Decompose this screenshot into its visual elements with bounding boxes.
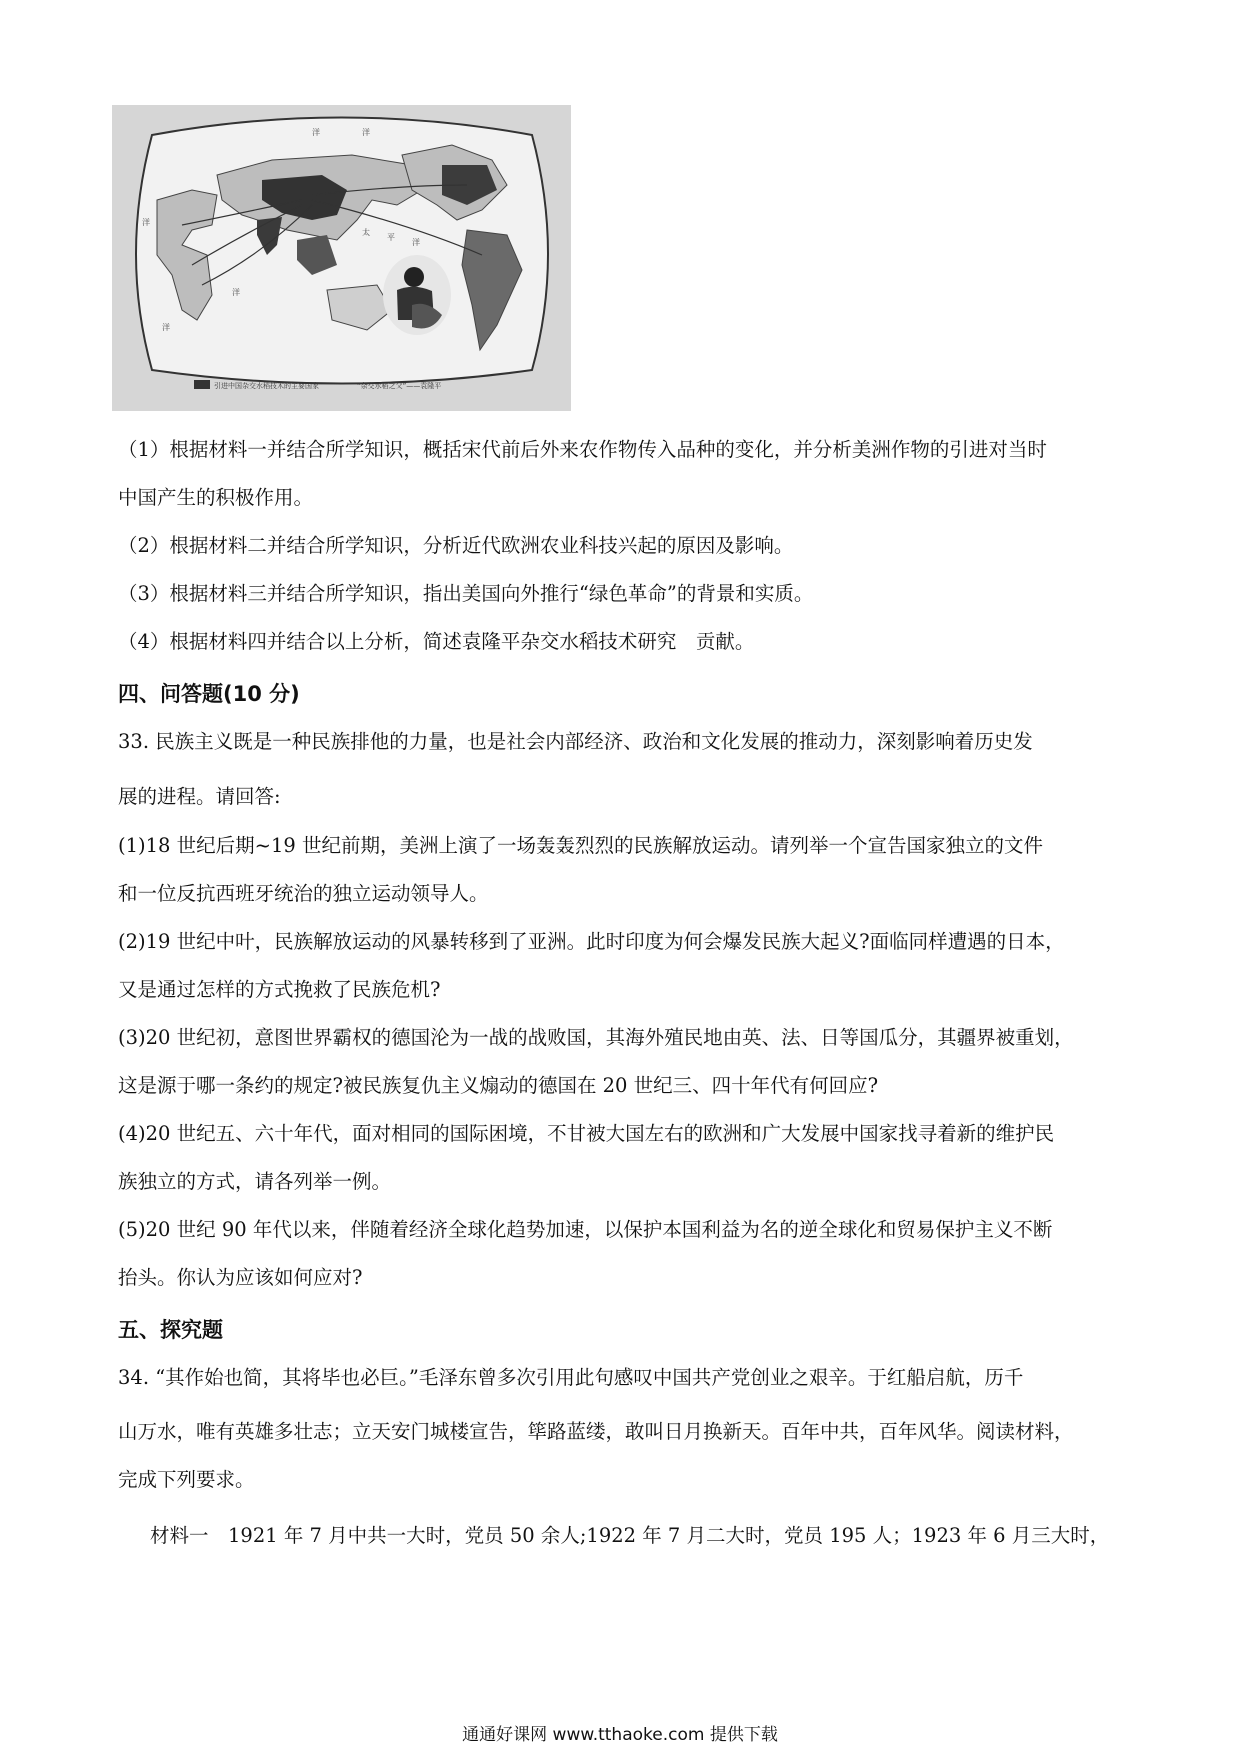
legend-label: 引进中国杂交水稻技术的主要国家 — [214, 382, 319, 390]
ocean-label: 洋 — [312, 128, 320, 137]
question-33-part: (1)18 世纪后期~19 世纪前期，美洲上演了一场轰轰烈烈的民族解放运动。请列举一个宣告国家独立的文件 — [118, 834, 1043, 857]
question-33-part: (2)19 世纪中叶，民族解放运动的风暴转移到了亚洲。此时印度为何会爆发民族大起义?面临同样遭遇的日本， — [118, 930, 1065, 953]
question-33-part: 和一位反抗西班牙统治的独立运动领导人。 — [118, 882, 489, 905]
question-32-part-4: （4）根据材料四并结合以上分析，简述袁隆平杂交水稻技术研究 贡献。 — [118, 630, 755, 653]
ocean-label: 洋 — [162, 323, 170, 332]
question-33-part: 这是源于哪一条约的规定?被民族复仇主义煽动的德国在 20 世纪三、四十年代有何回应? — [118, 1074, 879, 1097]
section-5-title: 五、探究题 — [118, 1318, 223, 1342]
portrait-photo — [383, 255, 451, 335]
question-32-part-3: （3）根据材料三并结合所学知识，指出美国向外推行“绿色革命”的背景和实质。 — [118, 582, 814, 605]
legend-swatch — [194, 380, 210, 389]
ocean-label: 洋 — [142, 218, 150, 227]
question-32-part-1-cont: 中国产生的积极作用。 — [118, 486, 314, 509]
question-33-part: 族独立的方式，请各列举一例。 — [118, 1170, 392, 1193]
question-32-part-1: （1）根据材料一并结合所学知识，概括宋代前后外来农作物传入品种的变化，并分析美洲作物的引进对当时 — [118, 438, 1047, 461]
ocean-label: 太 — [362, 228, 370, 237]
question-34-intro: 34. “其作始也简，其将毕也必巨。”毛泽东曾多次引用此句感叹中国共产党创业之艰辛。于红船启航，历千 — [118, 1366, 1024, 1389]
question-33-intro: 33. 民族主义既是一种民族排他的力量，也是社会内部经济、政治和文化发展的推动力，深刻影响着历史发 — [118, 730, 1033, 753]
question-33-part: (4)20 世纪五、六十年代，面对相同的国际困境，不甘被大国左右的欧洲和广大发展中国家找寻着新的维护民 — [118, 1122, 1055, 1145]
question-33-part: (5)20 世纪 90 年代以来，伴随着经济全球化趋势加速，以保护本国利益为名的逆全球化和贸易保护主义不断 — [118, 1218, 1053, 1241]
question-33-intro-cont: 展的进程。请回答: — [118, 785, 281, 808]
page-footer: 通通好课网 www.tthaoke.com 提供下载 — [462, 1725, 778, 1745]
ocean-label: 洋 — [362, 128, 370, 137]
world-map-graphic — [112, 105, 571, 411]
ocean-label: 平 — [387, 233, 395, 242]
question-34-intro-cont: 山万水，唯有英雄多壮志；立天安门城楼宣告，筚路蓝缕，敢叫日月换新天。百年中共，百年风华。阅读材料， — [118, 1420, 1074, 1443]
question-34-intro-cont: 完成下列要求。 — [118, 1468, 255, 1491]
section-4-title: 四、问答题(10 分) — [118, 682, 300, 706]
ocean-label: 洋 — [232, 288, 240, 297]
question-33-part: 抬头。你认为应该如何应对? — [118, 1266, 363, 1289]
question-33-part: (3)20 世纪初，意图世界霸权的德国沦为一战的战败国，其海外殖民地由英、法、日等国瓜分，其疆界被重划， — [118, 1026, 1074, 1049]
world-map-figure — [112, 105, 571, 411]
question-33-part: 又是通过怎样的方式挽救了民族危机? — [118, 978, 441, 1001]
question-32-part-2: （2）根据材料二并结合所学知识，分析近代欧洲农业科技兴起的原因及影响。 — [118, 534, 794, 557]
ocean-label: 洋 — [412, 238, 420, 247]
material-1: 材料一 1921 年 7 月中共一大时，党员 50 余人;1922 年 7 月二大时，党员 195 人；1923 年 6 月三大时， — [150, 1524, 1110, 1547]
figure-caption: “杂交水稻之父”——袁隆平 — [357, 382, 442, 390]
